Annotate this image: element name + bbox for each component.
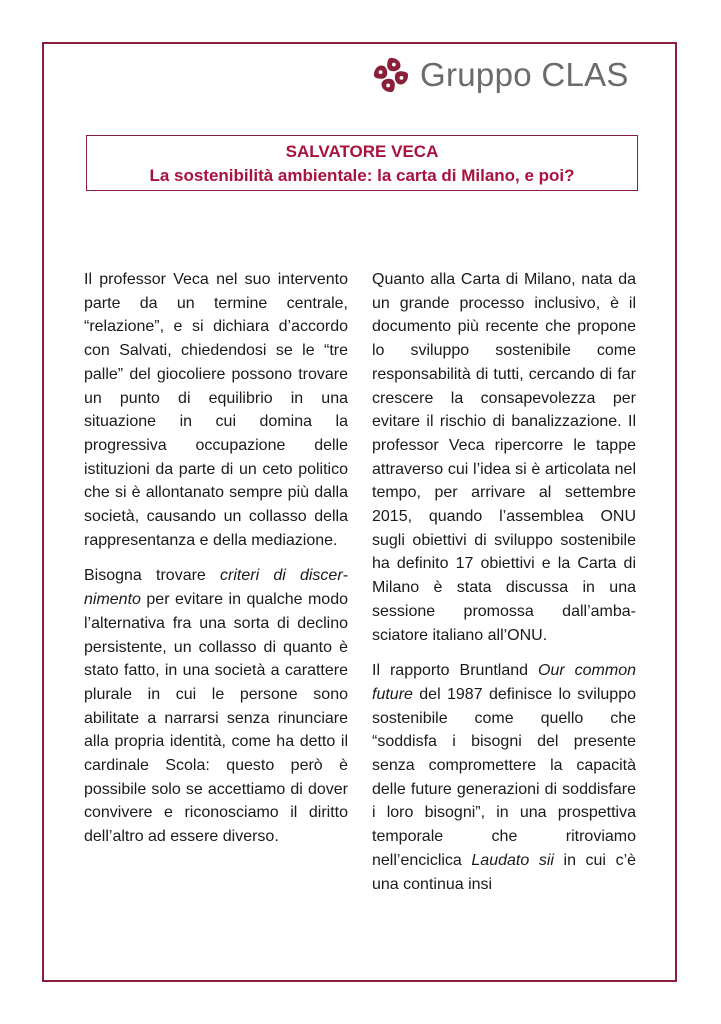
paragraph: Bisogna trovare criteri di discernimento per evitare in qualche modo l’alternativa fra una sorta di declino persistente, un collasso di quanto è stato fatto, in una società a carattere plurale in cui le persone sono abilitate a narrarsi senza rinunciare alla propria identità, come ha detto il cardinale Scola: questo però è possibile solo se accettiamo di dover convivere e riconosciamo il diritto dell’altro ad essere diverso. (84, 567, 348, 846)
paragraph: Il rapporto Bruntland Our common future del 1987 definisce lo sviluppo sostenibile come quello che “soddisfa i bisogni del presente senza compromettere la capacità delle future generazioni di soddisfare i loro bisogni”, in una prospettiva temporale che ritroviamo nell’enciclica Laudato sii in cui c’è una continua insi (372, 662, 637, 893)
right-column (372, 268, 636, 908)
paragraph: Quanto alla Carta di Milano, nata da un grande processo inclusivo, è il documento più recente che propone lo sviluppo sostenibile come responsabilità di tutti, cercando di far crescere la consapevolezza per evitare il rischio di banalizzazione. Il professor Veca ripercorre le tappe attraverso cui l’idea si è articolata nel tempo, per arrivare al settembre 2015, quando l’assemblea ONU sugli obiettivi di sviluppo sostenibile ha definito 17 obiettivi e la Carta di Milano è stata discussa in una sessione promossa dall’ambasciatore italiano all’ONU. (372, 271, 636, 644)
logo (372, 56, 629, 94)
author-name: SALVATORE VECA (285, 142, 439, 161)
title-box (86, 135, 638, 191)
logo-text: Gruppo CLAS (420, 56, 629, 93)
article-title: La sostenibilità ambientale: la carta di Milano, e poi? (149, 166, 575, 185)
left-column (84, 268, 348, 861)
paragraph: Il professor Veca nel suo intervento parte da un termine centrale, “relazione”, e si dichiara d’accordo con Salvati, chiedendosi se le “tre palle” del giocoliere possono trovare un punto di equilibrio in una situazione in cui domina la progressiva occupazione delle istituzioni da parte di un ceto politico che si è allontanato sempre più dalla società, causando un collasso della rappresentanza e della mediazione. (84, 271, 348, 549)
clas-logo-icon (372, 56, 410, 94)
